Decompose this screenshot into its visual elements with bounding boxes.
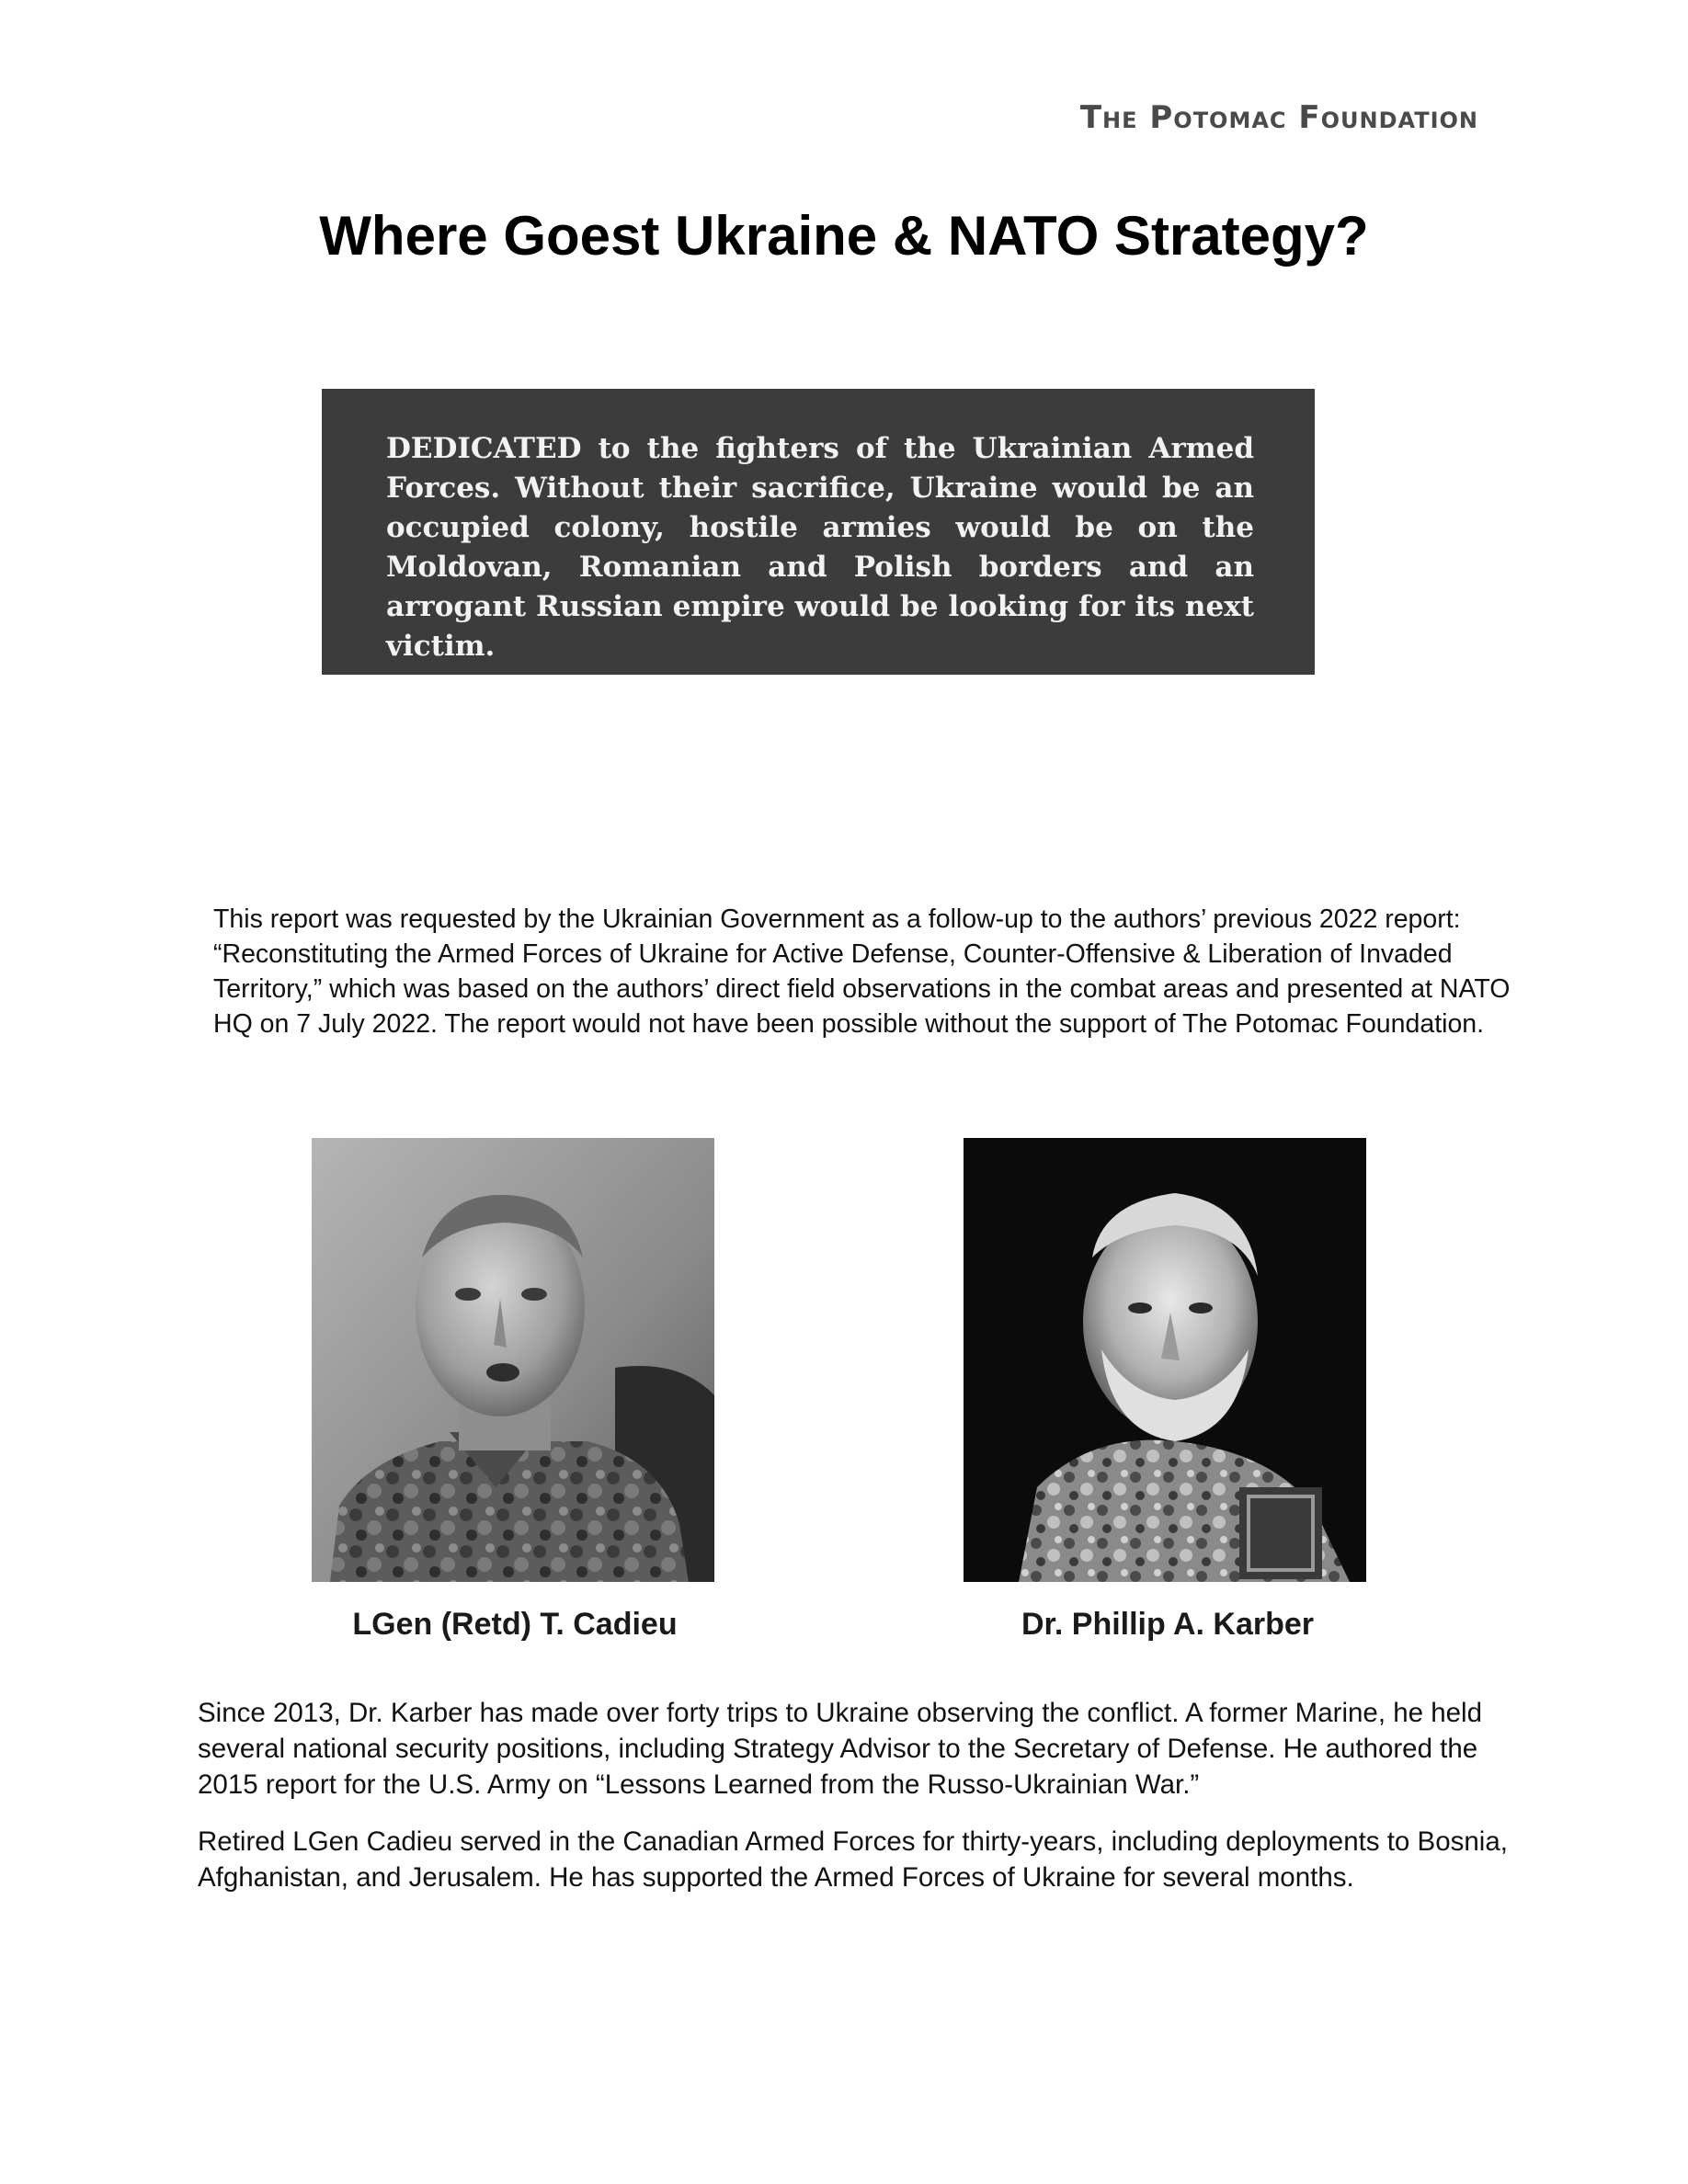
page-title: Where Goest Ukraine & NATO Strategy?: [319, 205, 1369, 267]
intro-paragraph: This report was requested by the Ukrainian Government as a follow-up to the authors’ previous 2022 report: “Reconstituting the Armed Forces of Ukraine for Active Defense, Counter-Offensive & Liberation of Invaded Territory,” which was based on the authors’ direct field observations in the combat areas and presented at NATO HQ on 7 July 2022. The report would not have been possible without the support of The Potomac Foundation.: [213, 904, 1511, 1039]
caption-karber: Dr. Phillip A. Karber: [1021, 1607, 1315, 1642]
portrait-cadieu: [312, 1138, 714, 1582]
dedication-box: [322, 389, 1315, 675]
organization-header: The Potomac Foundation: [1079, 99, 1478, 136]
portrait-karber: [964, 1138, 1366, 1582]
caption-cadieu: LGen (Retd) T. Cadieu: [352, 1607, 678, 1642]
dedication-text: DEDICATED to the fighters of the Ukrainian Armed Forces. Without their sacrifice, Ukraine would be an occupied colony, hostile armies would be on the Moldovan, Romanian and Polish borders and an arrogant Russian empire would be looking for its next victim.: [386, 432, 1254, 663]
bio-karber: Since 2013, Dr. Karber has made over forty trips to Ukraine observing the conflict. A former Marine, he held several national security positions, including Strategy Advisor to the Secretary of Defense. He authored the 2015 report for the U.S. Army on “Lessons Learned from the Russo-Ukrainian War.”: [198, 1698, 1483, 1800]
bio-cadieu: Retired LGen Cadieu served in the Canadian Armed Forces for thirty-years, including deployments to Bosnia, Afghanistan, and Jerusalem. He has supported the Armed Forces of Ukraine for several months.: [198, 1826, 1508, 1893]
